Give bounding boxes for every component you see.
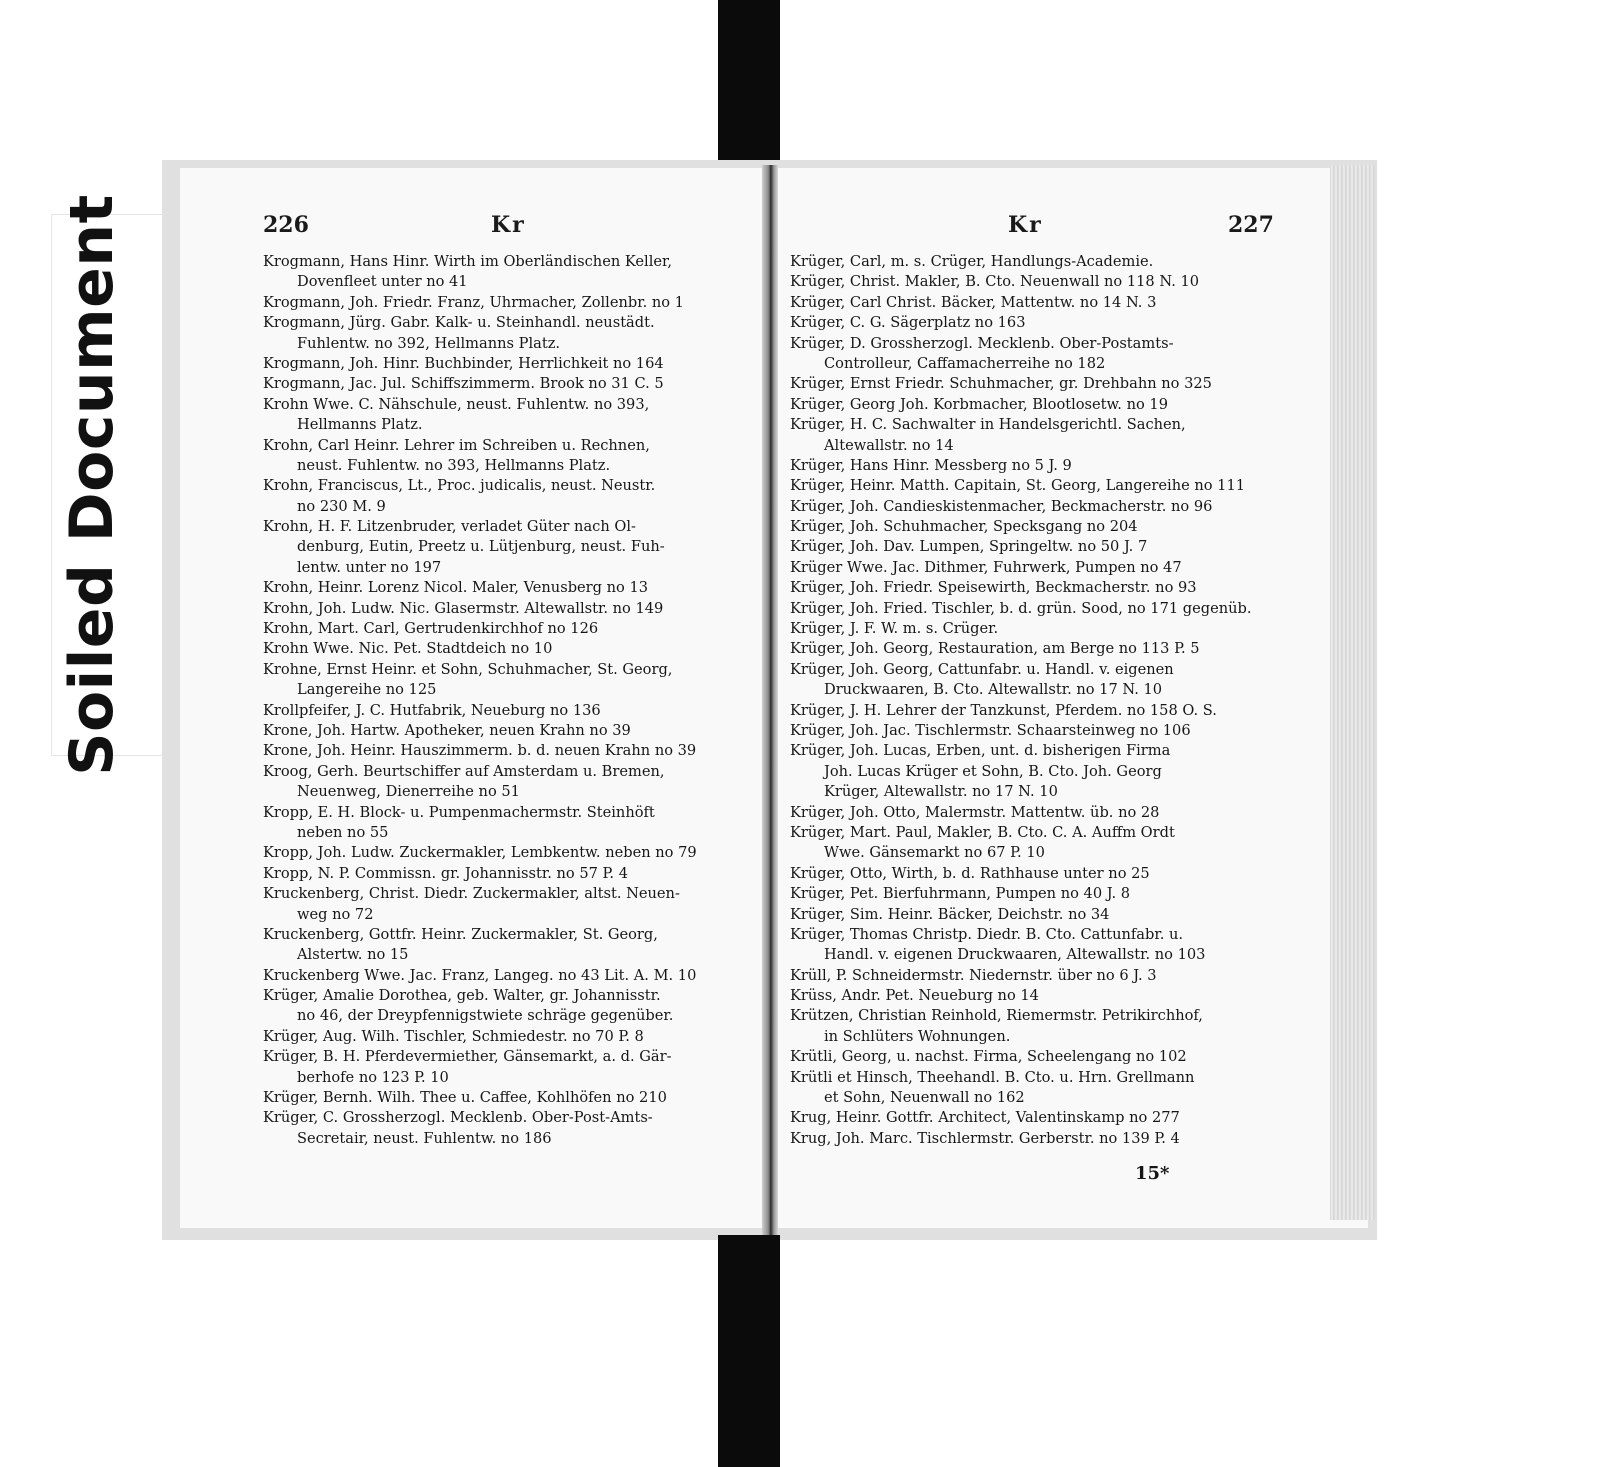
directory-line: Krüger, Joh. Fried. Tischler, b. d. grün. Sood, no 171 gegenüb. [790, 599, 1252, 617]
directory-line: denburg, Eutin, Preetz u. Lütjenburg, neust. Fuh- [297, 538, 665, 556]
directory-line: Krüger, J. H. Lehrer der Tanzkunst, Pferdem. no 158 O. S. [790, 701, 1217, 719]
directory-line: Krüger, C. G. Sägerplatz no 163 [790, 314, 1026, 332]
left-page-number: 226 [263, 212, 309, 238]
directory-line: Dovenfleet unter no 41 [297, 273, 468, 291]
directory-line: Krüger, Joh. Jac. Tischlermstr. Schaarsteinweg no 106 [790, 721, 1191, 739]
directory-line: in Schlüters Wohnungen. [824, 1027, 1011, 1045]
directory-line: Krug, Heinr. Gottfr. Architect, Valentinskamp no 277 [790, 1109, 1180, 1127]
directory-line: Krüger, Sim. Heinr. Bäcker, Deichstr. no 34 [790, 905, 1110, 923]
directory-line: Krogmann, Joh. Hinr. Buchbinder, Herrlichkeit no 164 [263, 354, 664, 372]
directory-line: Controlleur, Caffamacherreihe no 182 [824, 354, 1106, 372]
directory-line: Krohn, Joh. Ludw. Nic. Glasermstr. Altewallstr. no 149 [263, 599, 664, 617]
directory-line: Kruckenberg, Gottfr. Heinr. Zuckermakler, St. Georg, [263, 925, 658, 943]
page-edges [1330, 165, 1375, 1220]
directory-line: Krogmann, Jac. Jul. Schiffszimmerm. Brook no 31 C. 5 [263, 375, 664, 393]
binding-ribbon-top [718, 0, 780, 168]
directory-line: Krüger, Hans Hinr. Messberg no 5 J. 9 [790, 456, 1072, 474]
directory-line: Krüger, Aug. Wilh. Tischler, Schmiedestr. no 70 P. 8 [263, 1027, 644, 1045]
directory-line: Wwe. Gänsemarkt no 67 P. 10 [824, 844, 1045, 862]
directory-line: et Sohn, Neuenwall no 162 [824, 1089, 1025, 1107]
directory-line: no 46, der Dreypfennigstwiete schräge gegenüber. [297, 1007, 674, 1025]
directory-line: Hellmanns Platz. [297, 416, 423, 434]
directory-line: Handl. v. eigenen Druckwaaren, Altewallstr. no 103 [824, 946, 1206, 964]
left-page-header [263, 212, 758, 242]
directory-line: Krüger, C. Grossherzogl. Mecklenb. Ober-Post-Amts- [263, 1109, 653, 1127]
directory-line: Krüger, Joh. Friedr. Speisewirth, Beckmacherstr. no 93 [790, 579, 1197, 597]
directory-line: Krüger, Christ. Makler, B. Cto. Neuenwall no 118 N. 10 [790, 273, 1200, 291]
directory-line: Krüger Wwe. Jac. Dithmer, Fuhrwerk, Pumpen no 47 [790, 558, 1182, 576]
directory-line: Kroog, Gerh. Beurtschiffer auf Amsterdam u. Bremen, [263, 762, 665, 780]
directory-line: Krüger, Joh. Lucas, Erben, unt. d. bisherigen Firma [790, 742, 1171, 760]
directory-line: Krüger, Joh. Candieskistenmacher, Beckmacherstr. no 96 [790, 497, 1213, 515]
right-running-head: Kr [1008, 212, 1043, 238]
directory-line: Krüger, Joh. Schuhmacher, Specksgang no 204 [790, 518, 1138, 536]
directory-line: Krüger, Pet. Bierfuhrmann, Pumpen no 40 J. 8 [790, 885, 1131, 903]
directory-line: Kruckenberg Wwe. Jac. Franz, Langeg. no 43 Lit. A. M. 10 [263, 966, 697, 984]
directory-line: Krüger, Joh. Georg, Cattunfabr. u. Handl. v. eigenen [790, 660, 1174, 678]
directory-line: Altewallstr. no 14 [824, 436, 954, 454]
directory-line: Krogmann, Hans Hinr. Wirth im Oberländischen Keller, [263, 253, 673, 270]
directory-line: Krüger, Bernh. Wilh. Thee u. Caffee, Kohlhöfen no 210 [263, 1089, 667, 1107]
right-column [790, 252, 1288, 1149]
directory-line: Langereihe no 125 [297, 681, 437, 699]
directory-line: Neuenweg, Dienerreihe no 51 [297, 783, 520, 801]
directory-line: Krüger, Amalie Dorothea, geb. Walter, gr. Johannisstr. [263, 987, 661, 1005]
directory-line: Krüger, Altewallstr. no 17 N. 10 [824, 783, 1058, 801]
directory-line: Krüger, J. F. W. m. s. Crüger. [790, 620, 999, 638]
directory-line: neben no 55 [297, 823, 389, 841]
directory-line: Fuhlentw. no 392, Hellmanns Platz. [297, 334, 561, 352]
right-page-number: 227 [1228, 212, 1274, 238]
directory-line: berhofe no 123 P. 10 [297, 1068, 449, 1086]
directory-line: Kruckenberg, Christ. Diedr. Zuckermakler, altst. Neuen- [263, 885, 680, 903]
directory-line: Krützen, Christian Reinhold, Riemermstr. Petrikirchhof, [790, 1007, 1203, 1025]
directory-line: Krohne, Ernst Heinr. et Sohn, Schuhmacher, St. Georg, [263, 660, 673, 678]
directory-line: Krone, Joh. Hartw. Apotheker, neuen Krahn no 39 [263, 721, 631, 739]
directory-line: lentw. unter no 197 [297, 558, 442, 576]
directory-line: no 230 M. 9 [297, 497, 386, 515]
directory-line: Krug, Joh. Marc. Tischlermstr. Gerberstr. no 139 P. 4 [790, 1129, 1180, 1147]
directory-line: Krüger, Joh. Georg, Restauration, am Berge no 113 P. 5 [790, 640, 1200, 658]
directory-line: Krohn, Carl Heinr. Lehrer im Schreiben u. Rechnen, [263, 436, 650, 454]
binding-ribbon-bottom [718, 1235, 780, 1467]
directory-line: neust. Fuhlentw. no 393, Hellmanns Platz. [297, 456, 611, 474]
directory-line: Krohn, H. F. Litzenbruder, verladet Güter nach Ol- [263, 518, 636, 536]
directory-line: Krohn Wwe. C. Nähschule, neust. Fuhlentw. no 393, [263, 395, 650, 413]
directory-line: Kropp, E. H. Block- u. Pumpenmachermstr. Steinhöft [263, 803, 655, 821]
directory-line: Krüger, Carl, m. s. Crüger, Handlungs-Academie. [790, 253, 1154, 270]
directory-line: Alstertw. no 15 [297, 946, 409, 964]
directory-line: Krüll, P. Schneidermstr. Niedernstr. über no 6 J. 3 [790, 966, 1157, 984]
directory-line: Krohn, Heinr. Lorenz Nicol. Maler, Venusberg no 13 [263, 579, 649, 597]
left-running-head: Kr [491, 212, 526, 238]
directory-line: Krüger, Mart. Paul, Makler, B. Cto. C. A. Auffm Ordt [790, 823, 1175, 841]
directory-line: Druckwaaren, B. Cto. Altewallstr. no 17 N. 10 [824, 681, 1163, 699]
soiled-document-label: Soiled Document [57, 194, 127, 776]
directory-line: Krütli et Hinsch, Theehandl. B. Cto. u. Hrn. Grellmann [790, 1068, 1195, 1086]
directory-line: Secretair, neust. Fuhlentw. no 186 [297, 1129, 552, 1147]
directory-line: Krüger, D. Grossherzogl. Mecklenb. Ober-Postamts- [790, 334, 1174, 352]
directory-line: Krüger, Carl Christ. Bäcker, Mattentw. no 14 N. 3 [790, 293, 1157, 311]
directory-line: Joh. Lucas Krüger et Sohn, B. Cto. Joh. Georg [824, 762, 1162, 780]
directory-line: Krüss, Andr. Pet. Neueburg no 14 [790, 987, 1039, 1005]
directory-line: Krohn, Franciscus, Lt., Proc. judicalis, neust. Neustr. [263, 477, 656, 495]
directory-line: Krüger, Thomas Christp. Diedr. B. Cto. Cattunfabr. u. [790, 925, 1184, 943]
directory-line: Krüger, Joh. Dav. Lumpen, Springeltw. no 50 J. 7 [790, 538, 1148, 556]
directory-line: Krogmann, Joh. Friedr. Franz, Uhrmacher, Zollenbr. no 1 [263, 293, 684, 311]
directory-line: Krüger, Georg Joh. Korbmacher, Blootlosetw. no 19 [790, 395, 1168, 413]
directory-line: Kropp, Joh. Ludw. Zuckermakler, Lembkentw. neben no 79 [263, 844, 697, 862]
directory-line: Krohn, Mart. Carl, Gertrudenkirchhof no 126 [263, 620, 599, 638]
directory-line: Krüger, H. C. Sachwalter in Handelsgerichtl. Sachen, [790, 416, 1186, 434]
directory-line: Krone, Joh. Heinr. Hauszimmerm. b. d. neuen Krahn no 39 [263, 742, 697, 760]
directory-line: Krollpfeifer, J. C. Hutfabrik, Neueburg no 136 [263, 701, 601, 719]
directory-line: Krütli, Georg, u. nachst. Firma, Scheelengang no 102 [790, 1048, 1187, 1066]
left-column [263, 252, 758, 1149]
directory-line: Krüger, Heinr. Matth. Capitain, St. Georg, Langereihe no 111 [790, 477, 1246, 495]
directory-line: weg no 72 [297, 905, 374, 923]
directory-line: Krogmann, Jürg. Gabr. Kalk- u. Steinhandl. neustädt. [263, 314, 655, 332]
directory-line: Krohn Wwe. Nic. Pet. Stadtdeich no 10 [263, 640, 553, 658]
directory-line: Krüger, Otto, Wirth, b. d. Rathhause unter no 25 [790, 864, 1150, 882]
directory-line: Krüger, B. H. Pferdevermiether, Gänsemarkt, a. d. Gär- [263, 1048, 672, 1066]
right-page-header [790, 212, 1288, 242]
directory-line: Krüger, Joh. Otto, Malermstr. Mattentw. üb. no 28 [790, 803, 1160, 821]
signature-mark: 15* [1135, 1163, 1170, 1184]
directory-line: Krüger, Ernst Friedr. Schuhmacher, gr. Drehbahn no 325 [790, 375, 1212, 393]
directory-line: Kropp, N. P. Commissn. gr. Johannisstr. no 57 P. 4 [263, 864, 628, 882]
book-gutter [762, 165, 778, 1240]
